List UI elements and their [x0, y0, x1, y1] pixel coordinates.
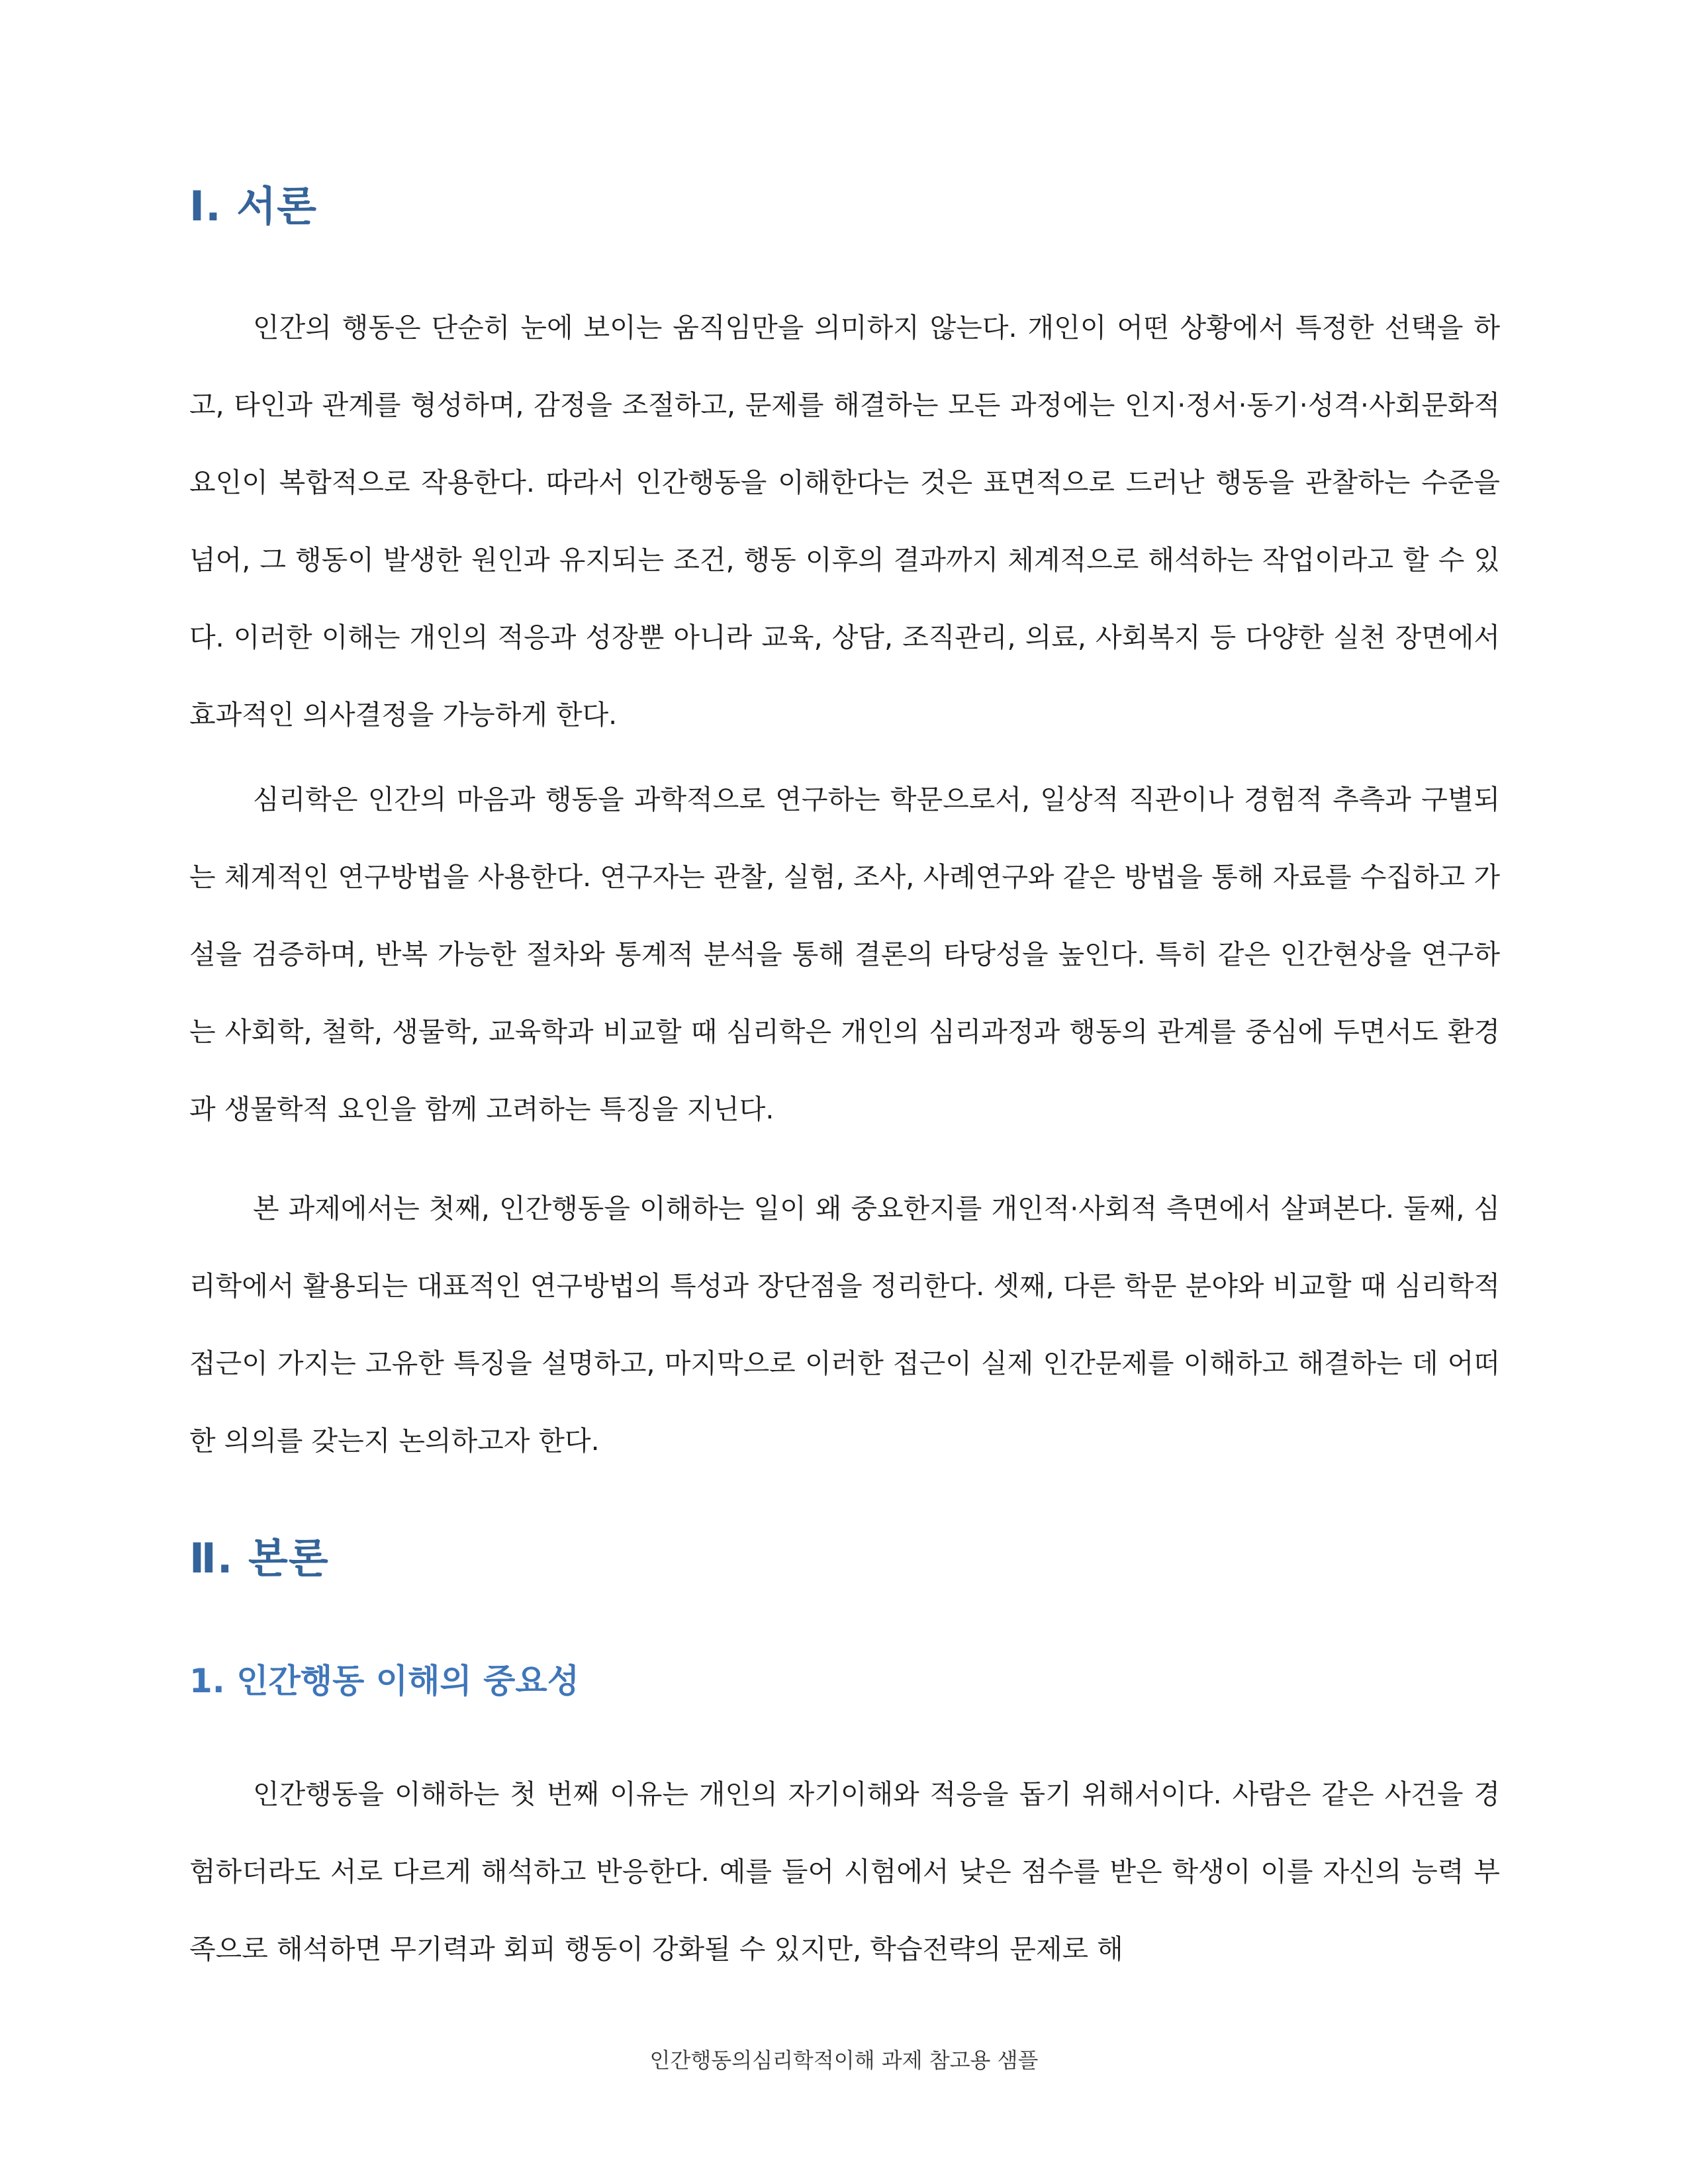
section-heading-intro: Ⅰ. 서론	[189, 182, 317, 230]
page-footer: 인간행동의심리학적이해 과제 참고용 샘플	[649, 2048, 1039, 2073]
body-paragraph-1: 인간행동을 이해하는 첫 번째 이유는 개인의 자기이해와 적응을 돕기 위해서이다. 사람은 같은 사건을 경험하더라도 서로 다르게 해석하고 반응한다. 예를 들어 시험에서 낮은 점수를 받은 학생이 이를 자신의 능력 부족으로 해석하면 무기력과 회피 행동이 강화될 수 있지만, 학습전략의 문제로 해	[189, 1778, 1500, 1965]
intro-paragraph-3: 본 과제에서는 첫째, 인간행동을 이해하는 일이 왜 중요한지를 개인적·사회적 측면에서 살펴본다. 둘째, 심리학에서 활용되는 대표적인 연구방법의 특성과 장단점을 정리한다. 셋째, 다른 학문 분야와 비교할 때 심리학적 접근이 가지는 고유한 특징을 설명하고, 마지막으로 이러한 접근이 실제 인간문제를 이해하고 해결하는 데 어떠한 의의를 갖는지 논의하고자 한다.	[189, 1193, 1500, 1457]
intro-paragraph-1: 인간의 행동은 단순히 눈에 보이는 움직임만을 의미하지 않는다. 개인이 어떤 상황에서 특정한 선택을 하고, 타인과 관계를 형성하며, 감정을 조절하고, 문제를 해결하는 모든 과정에는 인지·정서·동기·성격·사회문화적 요인이 복합적으로 작용한다. 따라서 인간행동을 이해한다는 것은 표면적으로 드러난 행동을 관찰하는 수준을 넘어, 그 행동이 발생한 원인과 유지되는 조건, 행동 이후의 결과까지 체계적으로 해석하는 작업이라고 할 수 있다. 이러한 이해는 개인의 적응과 성장뿐 아니라 교육, 상담, 조직관리, 의료, 사회복지 등 다양한 실천 장면에서 효과적인 의사결정을 가능하게 한다.	[189, 312, 1500, 731]
subsection-heading-importance: 1. 인간행동 이해의 중요성	[189, 1662, 580, 1700]
section-heading-body: Ⅱ. 본론	[189, 1534, 329, 1582]
intro-paragraph-2: 심리학은 인간의 마음과 행동을 과학적으로 연구하는 학문으로서, 일상적 직관이나 경험적 추측과 구별되는 체계적인 연구방법을 사용한다. 연구자는 관찰, 실험, 조사, 사례연구와 같은 방법을 통해 자료를 수집하고 가설을 검증하며, 반복 가능한 절차와 통계적 분석을 통해 결론의 타당성을 높인다. 특히 같은 인간현상을 연구하는 사회학, 철학, 생물학, 교육학과 비교할 때 심리학은 개인의 심리과정과 행동의 관계를 중심에 두면서도 환경과 생물학적 요인을 함께 고려하는 특징을 지닌다.	[189, 784, 1500, 1125]
